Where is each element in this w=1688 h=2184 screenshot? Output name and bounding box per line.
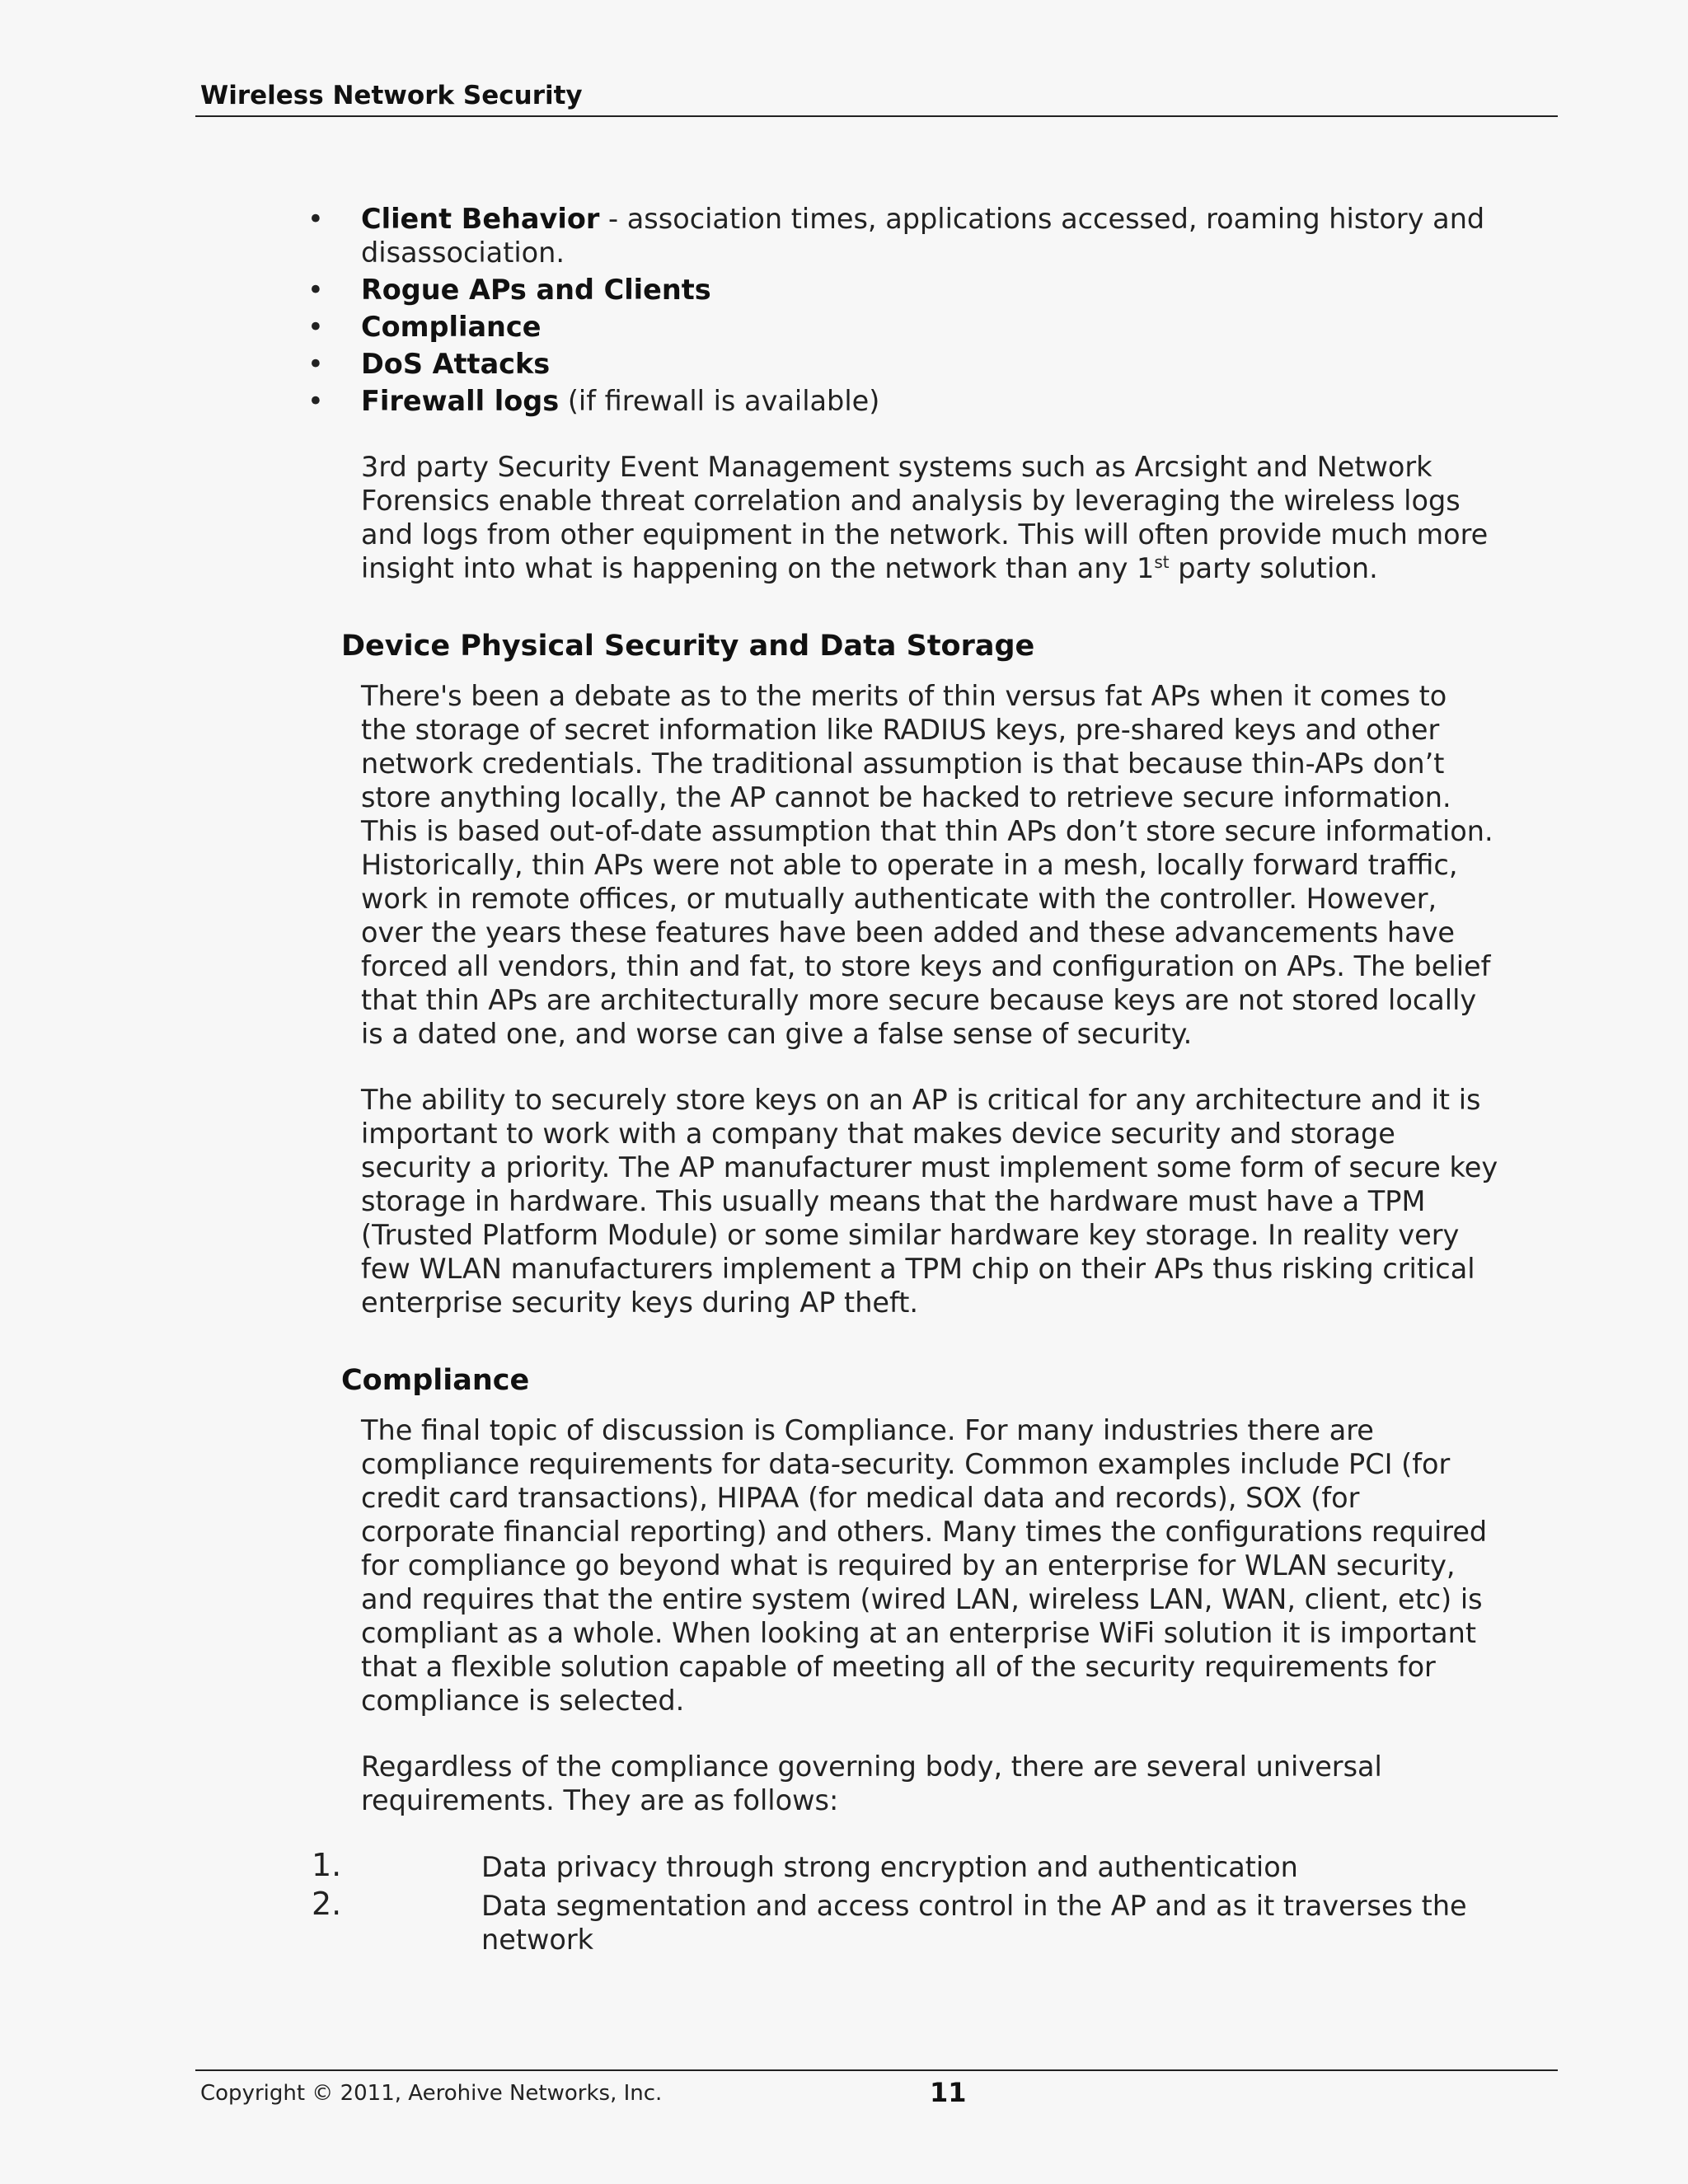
footer-copyright: Copyright © 2011, Aerohive Networks, Inc. (200, 2081, 663, 2106)
list-number: 2. (312, 1886, 342, 1922)
paragraph: The ability to securely store keys on an AP is critical for any architecture and it is important to work with a company that makes device security and storage security a priority. The AP manufacturer must implement some form of secure key storage in hardware. This usually means that the hardware must have a TPM (Trusted Platform Module) or some similar hardware key storage. In reality very few WLAN manufacturers implement a TPM chip on their APs thus risking critical enterprise security keys during AP theft. (361, 1084, 1498, 1319)
paragraph: There's been a debate as to the merits of thin versus fat APs when it comes to the storage of secret information like RADIUS keys, pre-shared keys and other network credentials. The traditional assumption is that because thin-APs don’t store anything locally, the AP cannot be hacked to retrieve secure information. This is based out-of-date assumption that thin APs don’t store secure information. Historically, thin APs were not able to operate in a mesh, locally forward traffic, work in remote offices, or mutually authenticate with the controller. However, over the years these features have been added and these advancements have forced all vendors, thin and fat, to store keys and configuration on APs. The belief that thin APs are architecturally more secure because keys are not stored locally is a dated one, and worse can give a false sense of security. (361, 680, 1493, 1050)
bullet-term: DoS Attacks (361, 348, 551, 380)
bullet-term: Compliance (361, 311, 542, 343)
running-header: Wireless Network Security (200, 81, 583, 110)
page-number: 11 (930, 2077, 967, 2108)
header-rule (195, 115, 1558, 117)
list-item-text: Data segmentation and access control in the AP and as it traverses the network (481, 1890, 1467, 1956)
bullet-term: Client Behavior (361, 203, 600, 235)
bullet-text: - association times, applications accessed, roaming history and disassociation. (361, 203, 1485, 269)
bullet-icon: • (307, 311, 324, 343)
bullet-term: Rogue APs and Clients (361, 274, 711, 306)
page-body (307, 202, 1498, 1961)
bullet-text: (if firewall is available) (559, 385, 880, 417)
paragraph: Regardless of the compliance governing body, there are several universal requirements. They are as follows: (361, 1750, 1382, 1816)
bullet-icon: • (307, 385, 324, 417)
bullet-term: Firewall logs (361, 385, 560, 417)
list-item (307, 202, 1498, 269)
list-item (312, 1847, 1498, 1884)
bullet-icon: • (307, 274, 324, 306)
bullet-list (307, 202, 1498, 418)
list-item (307, 310, 1498, 344)
list-item-text: Data privacy through strong encryption and authentication (481, 1851, 1298, 1883)
sem-paragraph (361, 450, 1498, 585)
list-number: 1. (312, 1847, 342, 1883)
sem-text-end: party solution. (1169, 552, 1378, 584)
list-item (307, 347, 1498, 381)
section-heading-device-security: Device Physical Security and Data Storage (341, 630, 1035, 663)
ordinal-superscript: st (1154, 551, 1170, 572)
numbered-list (312, 1847, 1498, 1957)
footer-rule (195, 2069, 1558, 2071)
bullet-icon: • (307, 348, 324, 380)
list-item (312, 1886, 1498, 1957)
list-item (307, 273, 1498, 307)
bullet-icon: • (307, 203, 324, 235)
section-heading-compliance: Compliance (341, 1364, 530, 1397)
sem-text: 3rd party Security Event Management systems such as Arcsight and Network Forensics enable threat correlation and analysis by leveraging the wireless logs and logs from other equipment in the network. This will often provide much more insight into what is happening on the network than any 1 (361, 451, 1489, 584)
paragraph: The final topic of discussion is Compliance. For many industries there are compliance requirements for data-security. Common examples include PCI (for credit card transactions), HIPAA (for medical data and records), SOX (for corporate financial reporting) and others. Many times the configurations required for compliance go beyond what is required by an enterprise for WLAN security, and requires that the entire system (wired LAN, wireless LAN, WAN, client, etc) is compliant as a whole. When looking at an enterprise WiFi solution it is important that a flexible solution capable of meeting all of the security requirements for compliance is selected. (361, 1414, 1488, 1717)
list-item (307, 384, 1498, 418)
